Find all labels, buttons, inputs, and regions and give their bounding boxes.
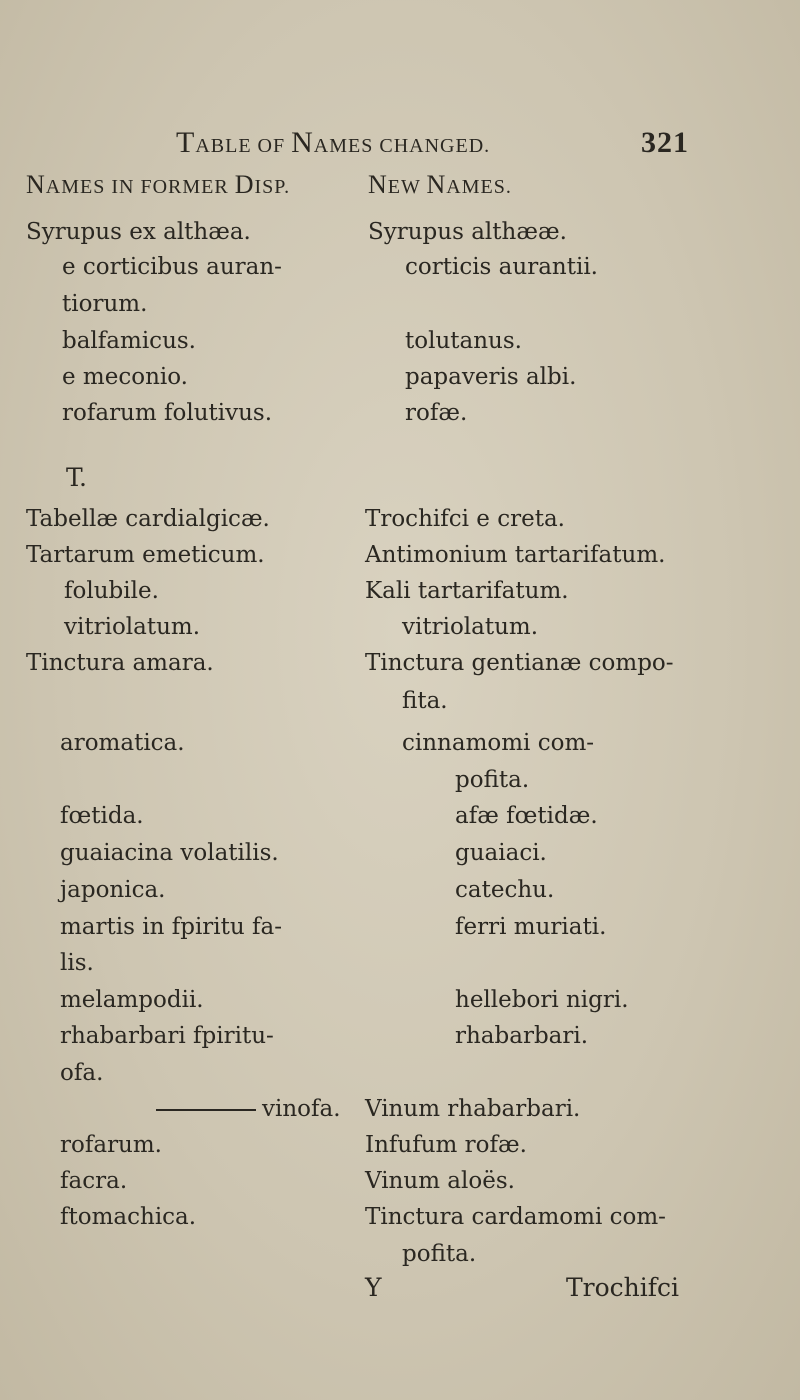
former-name: Syrupus ex althæa. (26, 219, 251, 245)
new-name: afæ fœtidæ. (455, 803, 598, 829)
former-name: rhabarbari fpiritu- (60, 1023, 274, 1049)
page-number: 321 (641, 126, 689, 159)
new-name: Infufum rofæ. (365, 1132, 527, 1158)
new-name: rofæ. (405, 400, 468, 426)
new-name: Syrupus althææ. (368, 219, 567, 245)
column-heading-former: NAMES IN FORMER DISP. (26, 170, 291, 199)
former-name: vitriolatum. (64, 614, 201, 640)
former-name: rofarum folutivus. (62, 400, 273, 426)
column-heading-new: NEW NAMES. (368, 170, 512, 199)
new-name: Kali tartarifatum. (365, 578, 569, 604)
new-name: Antimonium tartarifatum. (365, 542, 666, 568)
running-title: TABLE OF NAMES CHANGED. (176, 126, 491, 159)
former-name: aromatica. (60, 730, 185, 756)
former-name: melampodii. (60, 987, 204, 1013)
new-name: fita. (402, 688, 448, 714)
new-name: vitriolatum. (402, 614, 539, 640)
new-name: rhabarbari. (455, 1023, 589, 1049)
former-name: tiorum. (62, 291, 148, 317)
new-name: Trochifci e creta. (365, 506, 565, 532)
new-name: Vinum rhabarbari. (365, 1096, 581, 1122)
new-name: Vinum aloës. (365, 1168, 515, 1194)
new-name: ferri muriati. (455, 914, 607, 940)
former-name: e meconio. (62, 364, 188, 390)
new-name: Tinctura gentianæ compo- (365, 650, 674, 676)
former-name: Tinctura amara. (26, 650, 214, 676)
new-name: corticis aurantii. (405, 254, 598, 280)
former-name: vinofa. (156, 1098, 341, 1121)
new-name: tolutanus. (405, 328, 522, 354)
former-name: martis in fpiritu fa- (60, 914, 283, 940)
former-name: e corticibus auran- (62, 254, 282, 280)
former-name: lis. (60, 950, 94, 976)
former-name: fœtida. (60, 803, 144, 829)
new-name: cinnamomi com- (402, 730, 595, 756)
former-name: Tabellæ cardialgicæ. (26, 506, 270, 532)
former-name: rofarum. (60, 1132, 162, 1158)
former-name: ofa. (60, 1060, 104, 1086)
new-name: Tinctura cardamomi com- (365, 1204, 666, 1230)
signature-mark: Y (365, 1273, 382, 1302)
former-name: folubile. (64, 578, 159, 604)
former-name: facra. (60, 1168, 128, 1194)
section-letter: T. (66, 463, 87, 492)
former-name: ftomachica. (60, 1204, 197, 1230)
new-name: catechu. (455, 877, 555, 903)
new-name: papaveris albi. (405, 364, 577, 390)
ditto-dash (156, 1109, 256, 1111)
new-name: pofita. (455, 767, 530, 793)
former-name: guaiacina volatilis. (60, 840, 279, 866)
new-name: pofita. (402, 1241, 477, 1267)
former-name: japonica. (60, 877, 166, 903)
new-name: hellebori nigri. (455, 987, 629, 1013)
catchword: Trochifci (566, 1273, 680, 1302)
former-name: Tartarum emeticum. (26, 542, 265, 568)
new-name: guaiaci. (455, 840, 547, 866)
former-name: balfamicus. (62, 328, 196, 354)
